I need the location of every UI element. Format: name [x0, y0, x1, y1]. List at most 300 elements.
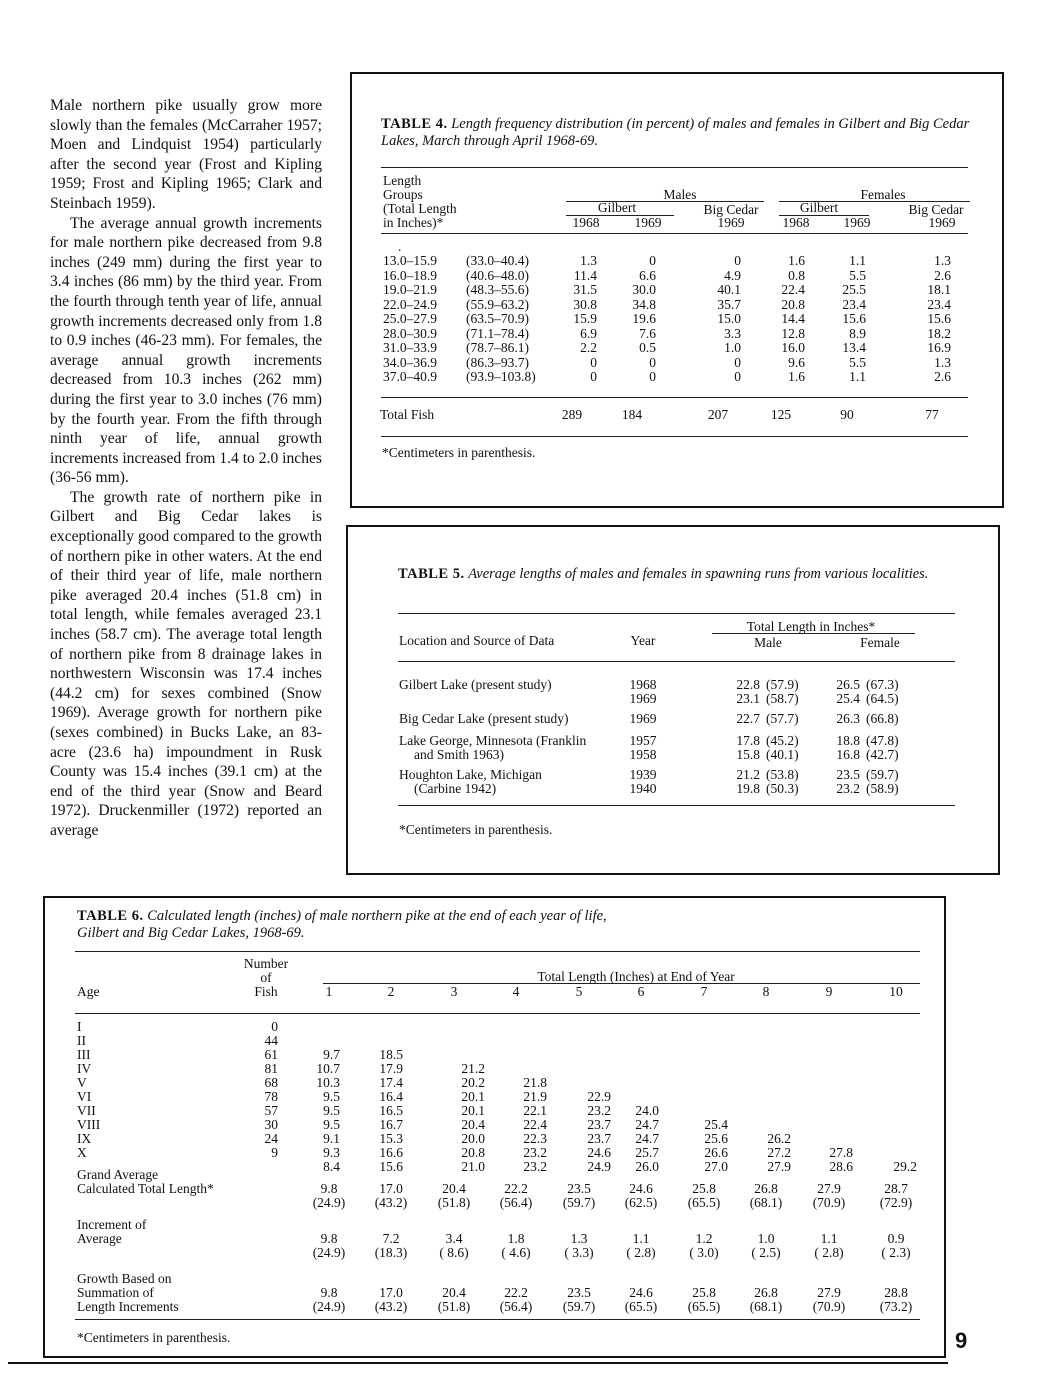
table6-cell: 28.6	[829, 1159, 853, 1174]
table5-female: 23.2	[836, 781, 860, 796]
table6-fish-count: 0	[271, 1019, 278, 1034]
table6-caption	[77, 908, 777, 942]
table6-summary-cm: (65.5)	[687, 1195, 721, 1210]
table6-year-header: 2	[387, 984, 395, 999]
table6-fish-count: 9	[271, 1145, 278, 1160]
table6-age-header: Age	[77, 984, 100, 999]
table6-cell: 21.9	[523, 1089, 547, 1104]
table6-age: II	[77, 1033, 86, 1048]
table6-fish-count: 30	[264, 1117, 278, 1132]
table4-cell: 1.6	[788, 369, 805, 384]
table5-year: 1958	[629, 747, 657, 762]
table6-cell: 9.5	[323, 1117, 340, 1132]
table6-year-header: 7	[700, 984, 708, 999]
table5-female: 16.8	[836, 747, 860, 762]
table4-total-cell: 207	[707, 407, 729, 422]
table6-summary-cm: ( 2.5)	[751, 1245, 781, 1260]
body-paragraph: The growth rate of northern pike in Gilbert and Big Cedar lakes is exceptionally good compared to the growth of northern pike in other waters. At the end of their third year of life, male northern pike averaged 20.4 inches (51.8 cm) in total length, while females averaged 23.1 inches (58.7 cm). The average total length of northern pike from 8 drainage lakes in northwestern Wisconsin was 17.4 inches (44.2 cm) for sexes combined (Snow 1969). Average growth for northern pike (sexes combined) in Bucks Lake, an 83-acre (23.6 ha) impoundment in Rusk County was 15.4 inches (39.1 cm) at the end of the third year (Snow and Beard 1972). Druckenmiller (1972) reported an average	[50, 488, 322, 839]
table6-summary-value: 17.0	[379, 1285, 403, 1300]
table4-cell: 0.5	[639, 340, 656, 355]
table4-row-inches: 13.0–15.9	[383, 253, 437, 268]
table6-cell: 23.2	[523, 1159, 547, 1174]
table6-cell: 16.7	[379, 1117, 403, 1132]
table6-number-header: of	[260, 970, 272, 985]
table6-summary-cm: ( 2.3)	[881, 1245, 911, 1260]
table6-cell: 20.1	[461, 1089, 485, 1104]
table6-bottom-rule	[75, 1319, 920, 1320]
table6-cell: 25.7	[635, 1145, 659, 1160]
table6-age: I	[77, 1019, 82, 1034]
table6-summary-cm: (73.2)	[879, 1299, 913, 1314]
table5-female-cm: (67.3)	[866, 677, 899, 692]
table6-age: X	[77, 1145, 87, 1160]
table6-cell: 23.2	[587, 1103, 611, 1118]
table5-year: 1939	[629, 767, 657, 782]
table4-head-line: in Inches)*	[383, 215, 444, 230]
table6-total-header: Total Length (Inches) at End of Year	[537, 969, 735, 984]
table5-male-header: Male	[754, 635, 782, 650]
table4-cell: 1.1	[849, 253, 866, 268]
table6-summary-cm: ( 3.0)	[689, 1245, 719, 1260]
table4-cell: 12.8	[781, 325, 805, 341]
table6-cell: 24.7	[635, 1117, 659, 1132]
table4-row-inches: 25.0–27.9	[383, 311, 437, 326]
table6-cell: 16.6	[379, 1145, 403, 1160]
table4-cell: 1.0	[724, 340, 741, 355]
table6-summary-cm: (70.9)	[812, 1195, 846, 1210]
table4-row-cm: (55.9–63.2)	[466, 296, 529, 312]
table6-year-header: 1	[325, 984, 333, 999]
table6-cell: 26.2	[767, 1131, 791, 1146]
table6-summary-value: 7.2	[382, 1231, 400, 1246]
table6-cell: 20.2	[461, 1075, 485, 1090]
table5-male-cm: (45.2)	[766, 733, 799, 748]
table6-cell: 25.4	[704, 1117, 728, 1132]
table4-cell: 2.6	[934, 369, 951, 384]
table6-cell: 15.6	[379, 1159, 403, 1174]
table4-head-line: Length	[383, 173, 422, 188]
table6-summary-cm: (51.8)	[437, 1195, 471, 1210]
table5-year: 1968	[629, 677, 657, 692]
table6-cell: 20.0	[461, 1131, 485, 1146]
table4-total-rule	[381, 397, 968, 398]
table4-row-cm: (48.3–55.6)	[466, 282, 529, 297]
table5-caption-text: Average lengths of males and females in spawning runs from various localities.	[468, 566, 929, 582]
table4-year-header: 1969	[717, 215, 745, 230]
table4-total-cell: 77	[925, 407, 939, 422]
table5-total-rule	[712, 633, 915, 634]
table5-location: Lake George, Minnesota (Franklin	[399, 733, 587, 748]
table4-cell: 0	[734, 253, 741, 268]
table6-caption-line2: Gilbert and Big Cedar Lakes, 1968-69.	[77, 925, 305, 941]
table6-cell: 9.5	[323, 1089, 340, 1104]
table6-cell: 20.8	[461, 1145, 485, 1160]
table6-summary-cm: (43.2)	[374, 1195, 408, 1210]
table6-fish-count: 24	[264, 1131, 278, 1146]
table6-year-header: 6	[637, 984, 645, 999]
table6-cell: 27.8	[829, 1145, 853, 1160]
table5-female-cm: (58.9)	[866, 781, 899, 796]
table6-cell: 9.3	[323, 1145, 340, 1160]
table6-cell: 27.2	[767, 1145, 791, 1160]
table5-male-cm: (57.7)	[766, 711, 799, 726]
table6-summary-label: Calculated Total Length*	[77, 1181, 214, 1196]
table6-summary-cm: (62.5)	[624, 1195, 658, 1210]
table6-age: VI	[77, 1089, 92, 1104]
table4-cell: 23.4	[842, 296, 866, 312]
table4-cell: 2.6	[934, 267, 951, 283]
table6-cell: 16.5	[379, 1103, 403, 1118]
table6-summary-label: Increment of	[77, 1217, 147, 1232]
table4-row-cm: (63.5–70.9)	[466, 311, 529, 326]
table6-number-header: Fish	[254, 984, 278, 999]
table4-total-cell: 184	[621, 407, 643, 422]
table6-summary-cm: (56.4)	[499, 1195, 533, 1210]
table6-summary-value: 1.8	[507, 1231, 525, 1246]
table6-cell: 23.2	[523, 1145, 547, 1160]
table6-summary-cm: (24.9)	[312, 1195, 346, 1210]
table5-female-cm: (47.8)	[866, 733, 899, 748]
table4-bigcedar-header: Big Cedar	[703, 202, 759, 217]
table5-location: (Carbine 1942)	[414, 781, 497, 796]
table6-summary-cm: (68.1)	[749, 1299, 783, 1314]
table6-age: VIII	[77, 1117, 101, 1132]
table6-age: IV	[77, 1061, 92, 1076]
table6-year-header: 3	[450, 984, 458, 999]
table4-row-inches: 22.0–24.9	[383, 296, 437, 312]
table4-cell: 31.5	[573, 282, 597, 297]
table6-summary-value: 27.9	[817, 1285, 841, 1300]
table6-summary-value: 20.4	[442, 1181, 466, 1196]
table5-female-cm: (64.5)	[866, 691, 899, 706]
table4-row-cm: (86.3–93.7)	[466, 354, 529, 370]
table6-summary-cm: (65.5)	[624, 1299, 658, 1314]
table6-cell: 24.6	[587, 1145, 611, 1160]
table6-header-rule	[75, 1013, 920, 1014]
table4-header-rule	[381, 233, 968, 234]
table6-summary-cm: ( 2.8)	[814, 1245, 844, 1260]
table6-year-header: 5	[575, 984, 583, 999]
table5-male: 23.1	[736, 691, 760, 706]
table6-summary-value: 1.2	[695, 1231, 713, 1246]
table6-summary-cm: (24.9)	[312, 1245, 346, 1260]
table6-cell: 22.3	[523, 1131, 547, 1146]
table6-cell: 20.1	[461, 1103, 485, 1118]
table4-row-cm: (71.1–78.4)	[466, 325, 529, 341]
table5-male: 22.8	[736, 677, 760, 692]
table4-females-header: Females	[860, 187, 906, 202]
table6-cell: 23.7	[587, 1117, 611, 1132]
body-paragraph: Male northern pike usually grow more slowly than the females (McCarraher 1957; Moen and Lindquist 1954) particularly after the second year (Frost and Kipling 1959; Frost and Kipling 1965; Clark and Steinbach 1959).	[50, 97, 322, 212]
table6-summary-value: 9.8	[320, 1181, 338, 1196]
table4-cell: 15.9	[573, 311, 597, 326]
table6-year-header: 9	[825, 984, 833, 999]
table4-cell: 6.9	[580, 325, 597, 341]
table4-cell: 0	[590, 369, 597, 384]
table6-summary-value: 24.6	[629, 1285, 653, 1300]
table6-cell: 24.9	[587, 1159, 611, 1174]
table4-footnote: *Centimeters in parenthesis.	[382, 445, 536, 460]
table6-cell: 22.1	[523, 1103, 547, 1118]
table6-cell: 9.5	[323, 1103, 340, 1118]
table6-summary-label: Average	[77, 1231, 122, 1246]
table4-caption	[381, 116, 971, 150]
table6-summary-cm: (65.5)	[687, 1299, 721, 1314]
table6-cell: 17.4	[379, 1075, 403, 1090]
table5-location: Gilbert Lake (present study)	[399, 677, 552, 692]
table5-male-cm: (58.7)	[766, 691, 799, 706]
table5-male-cm: (57.9)	[766, 677, 799, 692]
table4-cell: 13.4	[842, 340, 866, 355]
table4-gilbert-header: Gilbert	[799, 200, 839, 215]
table6-fish-count: 68	[264, 1075, 278, 1090]
table6-cell: 10.3	[316, 1075, 340, 1090]
table4-cell: 0	[649, 369, 656, 384]
table6-summary-value: 23.5	[567, 1181, 591, 1196]
table4-cell: 16.9	[927, 340, 951, 355]
table6-fish-count: 61	[264, 1047, 278, 1062]
table6-footnote: *Centimeters in parenthesis.	[77, 1330, 231, 1345]
table5-female: 26.5	[836, 677, 860, 692]
table5-caption	[398, 566, 968, 583]
table6-cell: 27.0	[704, 1159, 728, 1174]
table5-female-cm: (59.7)	[866, 767, 899, 782]
table4-year-header: 1969	[928, 215, 956, 230]
table6-summary-value: 1.1	[632, 1231, 650, 1246]
table4-cell: 15.6	[842, 311, 866, 326]
table4-year-header: 1969	[634, 215, 662, 230]
table4-cell: 23.4	[927, 296, 951, 312]
table6-summary-value: 28.8	[884, 1285, 908, 1300]
table5-year-header: Year	[630, 633, 656, 648]
table4-cell: 15.6	[927, 311, 951, 326]
table6-summary-cm: ( 4.6)	[501, 1245, 531, 1260]
table4-top-rule	[381, 167, 968, 168]
table4-total-cell: 289	[561, 407, 583, 422]
table5-location: and Smith 1963)	[414, 747, 504, 762]
table6-summary-value: 1.3	[570, 1231, 588, 1246]
table6-cell: 29.2	[893, 1159, 917, 1174]
table4-cell: 8.9	[849, 325, 866, 341]
table4-cell: 6.6	[639, 267, 656, 283]
table5-female: 26.3	[836, 711, 860, 726]
table4-cell: 5.5	[849, 354, 866, 370]
table6-summary-value: 28.7	[884, 1181, 908, 1196]
table5-male: 17.8	[736, 733, 760, 748]
table4-cell: 40.1	[717, 282, 741, 297]
table6-top-rule	[75, 951, 920, 952]
table4-cell: 18.2	[927, 325, 951, 341]
table4-cell: 9.6	[788, 354, 805, 370]
table4-cell: 15.0	[717, 311, 741, 326]
table4-cell: 30.8	[573, 296, 597, 312]
table6-number-header: Number	[243, 956, 289, 971]
table6-summary-cm: (24.9)	[312, 1299, 346, 1314]
table6-cell: 23.7	[587, 1131, 611, 1146]
page-frame-corner	[8, 1362, 948, 1372]
table5-footnote: *Centimeters in parenthesis.	[399, 822, 553, 837]
table4-cell: 1.6	[788, 253, 805, 268]
table4-cell: 5.5	[849, 267, 866, 283]
table4-cell: 1.3	[934, 354, 951, 370]
table6-cell: 9.1	[323, 1131, 340, 1146]
table5-year: 1957	[629, 733, 657, 748]
table4-dot: .	[398, 239, 402, 254]
table4-row-inches: 16.0–18.9	[383, 267, 437, 283]
table5-female-cm: (66.8)	[866, 711, 899, 726]
table5-location-header: Location and Source of Data	[399, 633, 555, 648]
table4-cell: 1.1	[849, 369, 866, 384]
table6-cell: 24.0	[635, 1103, 659, 1118]
table6-cell: 25.6	[704, 1131, 728, 1146]
table5-year: 1940	[629, 781, 657, 796]
table5-total-header: Total Length in Inches*	[746, 619, 876, 634]
table6-fish-count: 57	[264, 1103, 278, 1118]
table6-summary-value: 1.0	[757, 1231, 775, 1246]
table5-bottom-rule	[398, 805, 955, 806]
table6-cell: 22.9	[587, 1089, 611, 1104]
table6-summary-value: 27.9	[817, 1181, 841, 1196]
table6-summary-value: 22.2	[504, 1285, 528, 1300]
table5-male-cm: (53.8)	[766, 767, 799, 782]
table6-summary-label: Summation of	[77, 1285, 154, 1300]
table4-total-cell: 90	[840, 407, 854, 422]
table4-row-cm: (93.9–103.8)	[466, 369, 536, 384]
table6-summary-cm: (72.9)	[879, 1195, 913, 1210]
table6-summary-cm: ( 3.3)	[564, 1245, 594, 1260]
table4-cell: 19.6	[632, 311, 656, 326]
table6-summary-label: Growth Based on	[77, 1271, 172, 1286]
table5-male-cm: (40.1)	[766, 747, 799, 762]
table4-cell: 34.8	[632, 296, 656, 312]
table4-head-line: Groups	[383, 187, 423, 202]
table6-year-header: 4	[512, 984, 520, 999]
table6-summary-label: Length Increments	[77, 1299, 179, 1314]
page-number: 9	[955, 1328, 968, 1353]
table6-cell: 16.4	[379, 1089, 403, 1104]
table5-male: 15.8	[736, 747, 760, 762]
table4-males-header: Males	[663, 187, 697, 202]
table4-cell: 1.3	[580, 253, 597, 268]
table4-cell: 18.1	[927, 282, 951, 297]
table6-fish-count: 81	[264, 1061, 278, 1076]
table5-male: 22.7	[736, 711, 760, 726]
table4-row-inches: 37.0–40.9	[383, 369, 437, 384]
table6-cell: 26.0	[635, 1159, 659, 1174]
table4-cell: 16.0	[781, 340, 805, 355]
table6-caption-line1: Calculated length (inches) of male northern pike at the end of each year of life,	[147, 908, 607, 924]
table6-cell: 10.7	[316, 1061, 340, 1076]
table6-cell: 27.9	[767, 1159, 791, 1174]
table6-summary-value: 25.8	[692, 1285, 716, 1300]
table5-female: 18.8	[836, 733, 860, 748]
body-text-column	[50, 96, 322, 841]
table4-year-header: 1968	[572, 215, 600, 230]
table4-total-cell: 125	[770, 407, 792, 422]
table6-age: III	[77, 1047, 91, 1062]
table4-cell: 0	[590, 354, 597, 370]
table4-row-inches: 31.0–33.9	[383, 340, 437, 355]
table5-male: 19.8	[736, 781, 760, 796]
table4-cell: 25.5	[842, 282, 866, 297]
table6-summary-value: 23.5	[567, 1285, 591, 1300]
table5-female: 25.4	[836, 691, 860, 706]
table6-summary-value: 20.4	[442, 1285, 466, 1300]
table6-summary-cm: (56.4)	[499, 1299, 533, 1314]
table6-summary-cm: (59.7)	[562, 1299, 596, 1314]
table6-summary-value: 9.8	[320, 1231, 338, 1246]
table4-cell: 7.6	[639, 325, 656, 341]
table4-row-inches: 19.0–21.9	[383, 282, 437, 297]
table4-bigcedar-header: Big Cedar	[908, 202, 964, 217]
table6-summary-value: 17.0	[379, 1181, 403, 1196]
table4-cell: 3.3	[724, 325, 741, 341]
table4-cell: 22.4	[781, 282, 805, 297]
body-paragraph: The average annual growth increments for male northern pike decreased from 9.8 inches (249 mm) during the first year to 3.4 inches (86 mm) by the third year. From the fourth through tenth year of life, annual growth increments decreased only from 1.8 to 0.9 inches (46-23 mm). For females, the average annual growth increments decreased from 10.3 inches (262 mm) during the first year to 3.0 inches (76 mm) by the fourth year. From the fifth through ninth year of life, annual growth increments increased from 1.4 to 2.0 inches (36-56 mm).	[50, 214, 322, 487]
table4-cell: 0	[734, 369, 741, 384]
table6-age: VII	[77, 1103, 96, 1118]
table6-year-header: 10	[889, 984, 903, 999]
table4-row-cm: (78.7–86.1)	[466, 340, 529, 355]
table4-cell: 30.0	[632, 282, 656, 297]
table6-cell: 21.8	[523, 1075, 547, 1090]
table6-summary-cm: (18.3)	[374, 1245, 408, 1260]
table6-summary-value: 9.8	[320, 1285, 338, 1300]
table6-label: TABLE 6.	[77, 908, 144, 924]
table4-row-cm: (33.0–40.4)	[466, 253, 529, 268]
table6-cell: 17.9	[379, 1061, 403, 1076]
table5-label: TABLE 5.	[398, 566, 465, 582]
table4-year-header: 1968	[782, 215, 810, 230]
table6-summary-cm: ( 8.6)	[439, 1245, 469, 1260]
table6-summary-value: 22.2	[504, 1181, 528, 1196]
table4-caption-text: Length frequency distribution (in percent) of males and females in Gilbert and Big Cedar Lakes, March through April 1968-69.	[381, 116, 970, 149]
table6-age: V	[77, 1075, 87, 1090]
table5-year: 1969	[629, 691, 657, 706]
table6-cell: 21.0	[461, 1159, 485, 1174]
table4-cell: 0	[734, 354, 741, 370]
table6-cell: 8.4	[323, 1159, 340, 1174]
table4-cell: 0	[649, 354, 656, 370]
table4-label: TABLE 4.	[381, 116, 448, 132]
table4-cell: 11.4	[573, 267, 597, 283]
table6-summary-value: 3.4	[445, 1231, 463, 1246]
table5-female: 23.5	[836, 767, 860, 782]
table4-cell: 0.8	[788, 267, 805, 283]
table6-summary-cm: (59.7)	[562, 1195, 596, 1210]
table5-header-rule	[398, 661, 955, 662]
table6-fish-count: 44	[264, 1033, 278, 1048]
table4-row-inches: 34.0–36.9	[383, 354, 437, 370]
table4-row-inches: 28.0–30.9	[383, 325, 437, 341]
table5-female-cm: (42.7)	[866, 747, 899, 762]
table4-cell: 35.7	[717, 296, 741, 312]
table5-female-header: Female	[860, 635, 900, 650]
table5-male-cm: (50.3)	[766, 781, 799, 796]
table6-summary-value: 26.8	[754, 1285, 778, 1300]
table4-year-header: 1969	[843, 215, 871, 230]
table6-summary-value: 24.6	[629, 1181, 653, 1196]
table6-summary-value: 1.1	[820, 1231, 838, 1246]
table4-total-label: Total Fish	[380, 407, 435, 422]
table6-age: IX	[77, 1131, 92, 1146]
table6-year-header: 8	[762, 984, 770, 999]
table6-summary-cm: (43.2)	[374, 1299, 408, 1314]
table6-summary-label: Grand Average	[77, 1167, 159, 1182]
table4-cell: 1.3	[934, 253, 951, 268]
table6-summary-value: 26.8	[754, 1181, 778, 1196]
table5-year: 1969	[629, 711, 657, 726]
